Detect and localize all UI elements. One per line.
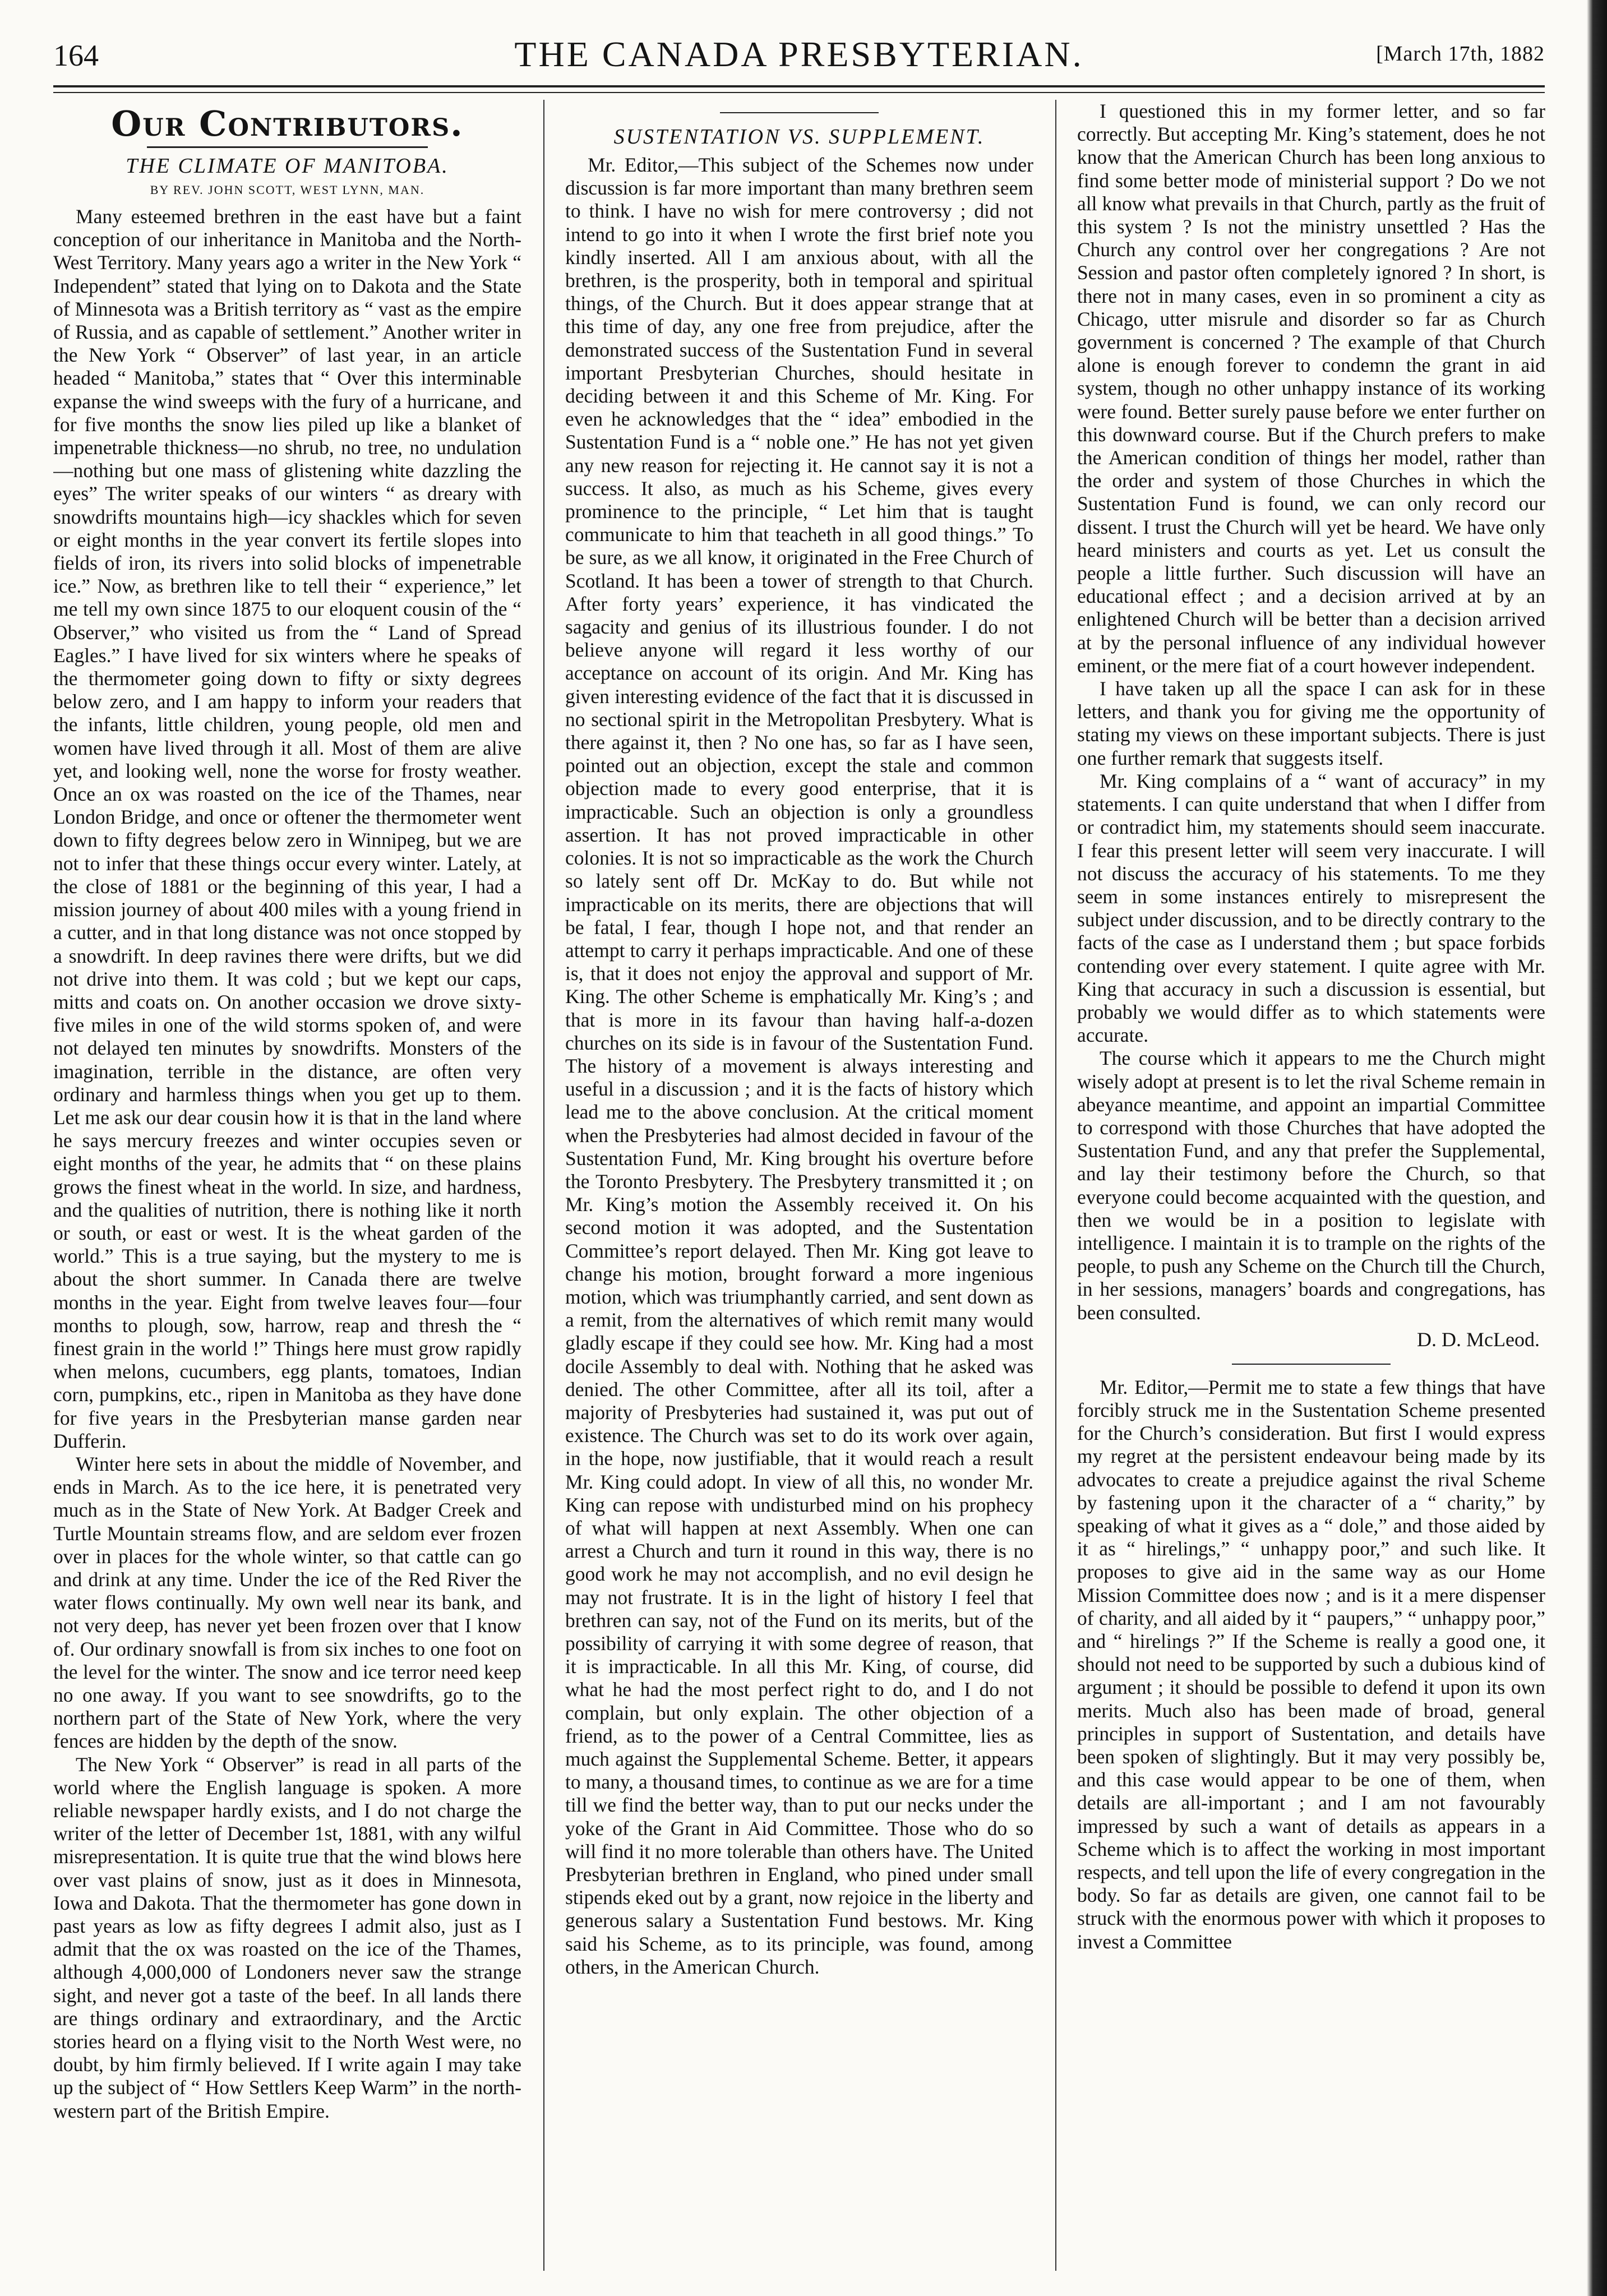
- column-1: [53, 100, 521, 2271]
- section-rule: [147, 146, 428, 148]
- page-edge-shadow: [1587, 0, 1607, 2296]
- column-3: [1077, 100, 1545, 2271]
- article-title: THE CLIMATE OF MANITOBA.: [126, 154, 449, 178]
- section-heading: Our Contributors.: [111, 103, 464, 144]
- header-rule-thin: [53, 92, 1545, 93]
- article-paragraph: The course which it appears to me the Church might wisely adopt at present is to let the rival Scheme remain in abeyance meantime, and appoint an impartial Committee to correspond with those Churches that have adopted the Sustentation Fund, and any that prefer the Supplemental, and lay their testimony before the Church, so that everyone could become acquainted with the question, and then we would be in a position to legislate with intelligence. I maintain it is to trample on the rights of the people, to push any Scheme on the Church till the Church, in her sessions, managers’ boards and congregations, has been consulted.: [1077, 1047, 1545, 1324]
- article-paragraph: Mr. Editor,—This subject of the Schemes now under discussion is far more important than many brethren seem to think. I have no wish for mere controversy ; did not intend to go into it when I wrote the first brief note you kindly inserted. All I am anxious about, with all the brethren, is the prosperity, both in temporal and spiritual things, of the Church. But it does appear strange that at this time of day, any one free from prejudice, after the demonstrated success of the Sustentation Fund in several important Presbyterian Churches, should hesitate in deciding between it and this Scheme of Mr. King. For even he acknowledges that the “ idea” embodied in the Sustentation Fund is a “ noble one.” He has not yet given any new reason for rejecting it. He cannot say it is not a success. It also, as much as his Scheme, gives every prominence to the principle, “ Let him that is taught communicate to him that teacheth in all good things.” To be sure, as we all know, it originated in the Free Church of Scotland. It has been a tower of strength to that Church. After forty years’ experience, it has vindicated the sagacity and genius of its illustrious founder. I do not believe anyone will regard it less worthy of our acceptance on account of its origin. And Mr. King has given interesting evidence of the fact that it is discussed in no sectional spirit in the Metropolitan Presbytery. What is there against it, then ? No one has, so far as I have seen, pointed out an objection, except the stale and common objection made to every good enterprise, that it is impracticable. Such an objection is only a groundless assertion. It has not proved impracticable in other colonies. It is not so impracticable as the work the Church so lately sent off Dr. McKay to do. But while not impracticable on its merits, there are objections that will be fatal, I fear, though I hope not, and that render an attempt to carry it perhaps impracticable. And one of these is, that it does not enjoy the approval and support of Mr. King. The other Scheme is emphatically Mr. King’s ; and that is more in its favour than having half-a-dozen churches on its side is in favour of the Sustentation Fund. The history of a movement is always interesting and useful in a discussion ; and it is the facts of history which lead me to the above conclusion. At the critical moment when the Presbyteries had almost decided in favour of the Sustentation Fund, Mr. King brought his overture before the Toronto Presbytery. The Presbytery transmitted it ; on Mr. King’s motion the Assembly received it. On his second motion it was adopted, and the Sustentation Committee’s report delayed. Then Mr. King got leave to change his motion, brought forward a more ingenious motion, which was triumphantly carried, and sent down as a remit, from the alternatives of which remit many would gladly escape if they could see how. Mr. King had a most docile Assembly to deal with. Nothing that he asked was denied. The other Committee, after all its toil, after a majority of Presbyteries had sustained it, was put out of existence. The Church was set to do its work over again, in the hope, now justifiable, that it would reach a result Mr. King could adopt. In view of all this, no wonder Mr. King can repose with undisturbed mind on his prophecy of what will happen at next Assembly. When one can arrest a Church and turn it round in this way, there is no good work he may not accomplish, and no evil design he may not frustrate. It is in the light of history I feel that brethren can say, not of the Fund on its merits, but of the possibility of carrying it with some degree of reason, that it is impracticable. In all this Mr. King, of course, did what he had the most perfect right to do, and I do not complain, but only explain. The other objection of a friend, as to the power of a Central Committee, lies as much against the Supplemental Scheme. Better, it appears to many, a thousand times, to continue as we are for a time till we find the better way, than to put our necks under the yoke of the Grant in Aid Committee. Those who do so will find it no more tolerable than others have. The United Presbyterian brethren in England, who pined under small stipends eked out by a grant, now rejoice in the liberty and generous salary a Sustentation Fund bestows. Mr. King said his Scheme, as to its principle, was found, among others, in the American Church.: [565, 154, 1033, 1978]
- article-paragraph: I have taken up all the space I can ask for in these letters, and thank you for giving me the opportunity of stating my views on these important subjects. There is just one further remark that suggests itself.: [1077, 677, 1545, 769]
- article-paragraph: The New York “ Observer” is read in all parts of the world where the English language is spoken. A more reliable newspaper hardly exists, and I do not charge the writer of the letter of December 1st, 1881, with any wilful misrepresentation. It is quite true that the wind blows here over vast plains of snow, just as it does in Minnesota, Iowa and Dakota. That the thermometer has gone down in past years as low as fifty degrees I admit also, just as I admit that the ox was roasted on the ice of the Thames, although 4,000,000 of Londoners never saw the strange sight, and never got a taste of the beef. In all lands there are things ordinary and extraordinary, and the Arctic stories heard on a flying visit to the North West were, no doubt, by him firmly believed. If I write again I may take up the subject of “ How Settlers Keep Warm” in the north-western part of the British Empire.: [53, 1753, 521, 2122]
- column-2: [565, 100, 1033, 2271]
- article-divider: [1232, 1364, 1391, 1365]
- columns: [53, 100, 1545, 2271]
- article-byline: BY REV. JOHN SCOTT, WEST LYNN, MAN.: [150, 183, 425, 197]
- masthead: THE CANADA PRESBYTERIAN.: [514, 34, 1084, 74]
- column-divider: [543, 100, 544, 2271]
- header-rule: [53, 85, 1545, 87]
- page-header: [53, 34, 1545, 84]
- article-divider: [720, 112, 879, 113]
- article-paragraph: I questioned this in my former letter, and so far correctly. But accepting Mr. King’s statement, does he not know that the American Church has been long anxious to find some better mode of ministerial support ? Do we not all know what prevails in that Church, partly as the fruit of this system ? Is not the ministry unsettled ? Has the Church any control over her congregations ? Are not Session and pastor often completely ignored ? In short, is there not in many cases, even in so prominent a city as Chicago, utter misrule and disorder so far as Church government is concerned ? The example of that Church alone is enough forever to condemn the grant in aid system, though no other unhappy instance of its working were found. Better surely pause before we enter further on this downward course. But if the Church prefers to make the American condition of things her model, rather than the order and system of those Churches in which the Sustentation Fund is found, we can only record our dissent. I trust the Church will yet be heard. We have only heard ministers and courts as yet. Let us consult the people a little further. Such discussion will have an educational effect ; and a decision arrived at by an enlightened Church will be better than a decision arrived at by the personal influence of any individual however eminent, or the mere fiat of a court however independent.: [1077, 100, 1545, 677]
- article-paragraph: Winter here sets in about the middle of November, and ends in March. As to the ice here, it is penetrated very much as in the State of New York. At Badger Creek and Turtle Mountain streams flow, and are seldom ever frozen over in places for the whole winter, so that cattle can go and drink at any time. Under the ice of the Red River the water flows continually. My own well near its bank, and not very deep, has never yet been frozen over that I know of. Our ordinary snowfall is from six inches to one foot on the level for the winter. The snow and ice terror need keep no one away. If you want to see snowdrifts, go to the northern part of the State of New York, where the very fences are hidden by the depth of the snow.: [53, 1452, 521, 1753]
- column-divider: [1055, 100, 1056, 2271]
- newspaper-page: [53, 34, 1545, 2271]
- article-paragraph: Mr. King complains of a “ want of accuracy” in my statements. I can quite understand that when I differ from or contradict him, my statements should seem inaccurate. I fear this present letter will seem very inaccurate. I will not discuss the accuracy of his statements. To me they seem in some instances entirely to misrepresent the subject under discussion, and to be directly contrary to the facts of the case as I understand them ; but space forbids contending over every statement. I quite agree with Mr. King that accuracy in such a discussion is essential, but probably we would differ as to which statements were accurate.: [1077, 769, 1545, 1047]
- page-number: 164: [53, 39, 99, 72]
- article-signature: D. D. McLeod.: [1417, 1328, 1540, 1351]
- article-paragraph: Many esteemed brethren in the east have but a faint conception of our inheritance in Manitoba and the North-West Territory. Many years ago a writer in the New York “ Independent” stated that lying on to Dakota and the State of Minnesota was a British territory as “ vast as the empire of Russia, and as capable of settlement.” Another writer in the New York “ Observer” of last year, in an article headed “ Manitoba,” states that “ Over this interminable expanse the wind sweeps with the fury of a hurricane, and for five months the snow lies piled up like a blanket of impenetrable thickness—no shrub, no tree, no undulation—nothing but one mass of glistening white dazzling the eyes” The writer speaks of our winters “ as dreary with snowdrifts mountains high—icy shackles which for seven or eight months in the year convert its fertile slopes into fields of iron, its rivers into solid blocks of impenetrable ice.” Now, as brethren like to tell their “ experience,” let me tell my own since 1875 to our eloquent cousin of the “ Observer,” who visited us from the “ Land of Spread Eagles.” I have lived for six winters where he speaks of the thermometer going down to fifty or sixty degrees below zero, and I am happy to inform your readers that the infants, little children, young people, old men and women have lived through it all. Most of them are alive yet, and looking well, none the worse for frosty weather. Once an ox was roasted on the ice of the Thames, near London Bridge, and once or oftener the thermometer went down to fifty degrees below zero in Winnipeg, but we are not to infer that these things occur every winter. Lately, at the close of 1881 or the beginning of this year, I had a mission journey of about 400 miles with a young friend in a cutter, and in that long distance was not once stopped by a snowdrift. In deep ravines there were drifts, but we did not drive into them. It was cold ; but we kept our caps, mitts and coats on. On another occasion we drove sixty-five miles in one of the wild storms spoken of, and were not delayed ten minutes by snowdrifts. Monsters of the imagination, terrible in the distance, are often very ordinary and harmless things when you get up to them. Let me ask our dear cousin how it is that in the land where he says mercury freezes and winter occupies seven or eight months of the year, he admits that “ on these plains grows the finest wheat in the world. In size, and hardness, and the qualities of nutrition, there is nothing like it north or south, or east or west. It is the wheat garden of the world.” This is a true saying, but the mystery to me is about the short summer. In Canada there are twelve months in the year. Eight from twelve leaves four—four months to plough, sow, harrow, reap and thresh the “ finest grain in the world !” Things here must grow rapidly when melons, cucumbers, egg plants, tomatoes, Indian corn, pumpkins, etc., ripen in Manitoba as they have done for five years in the Presbyterian manse garden near Dufferin.: [53, 205, 521, 1452]
- article-paragraph: Mr. Editor,—Permit me to state a few things that have forcibly struck me in the Sustentation Scheme presented for the Church’s consideration. But first I would express my regret at the persistent endeavour being made by its advocates to create a prejudice against the rival Scheme by fastening upon it the character of a “ charity,” by speaking of what it gives as a “ dole,” and those aided by it as “ hirelings,” “ unhappy poor,” and such like. It proposes to give aid in the same way as our Home Mission Committee does now ; and is it a mere dispenser of charity, and all aided by it “ paupers,” “ unhappy poor,” and “ hirelings ?” If the Scheme is really a good one, it should not need to be supported by such a dubious kind of argument ; it should be possible to defend it upon its own merits. Much also has been made of broad, general principles in support of Sustentation, and details have been spoken of slightingly. But it may very possibly be, and this case would appear to be one of them, when details are all-important ; and I am not favourably impressed by such a want of details as appears in a Scheme which is to affect the working in most important respects, and tell upon the life of every congregation in the body. So far as details are given, one cannot fail to be struck with the enormous power with which it proposes to invest a Committee: [1077, 1375, 1545, 1953]
- issue-date: [March 17th, 1882: [1376, 42, 1545, 66]
- article-title: SUSTENTATION VS. SUPPLEMENT.: [613, 125, 985, 149]
